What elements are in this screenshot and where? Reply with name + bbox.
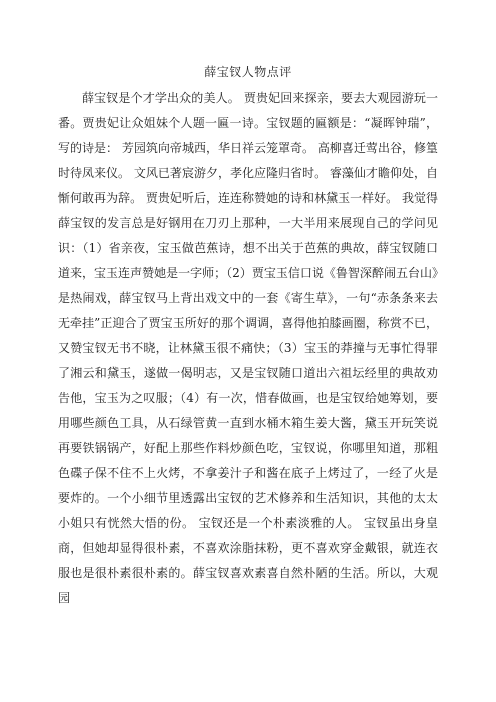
body-paragraph: 薛宝钗是个才学出众的美人。 贾贵妃回来探亲，要去大观园游玩一番。贾贵妃让众姐妹个人题一匾一诗。宝钗题的匾额是：“凝晖钟瑞”，写的诗是： 芳园筑向帝城西，华日祥云笼罩奇。 高柳喜迁莺出谷，修篁时待凤来仪。 文风已著宸游夕，孝化应隆归省时。 睿藻仙才瞻仰处，自惭何敢再为辞。 贾贵妃听后，连连称赞她的诗和林黛玉一样好。 我觉得薛宝钗的发言总是好钢用在刀刃上那种，一大半用来展现自己的学问见识：（1）省亲夜，宝玉做芭蕉诗，想不出关于芭蕉的典故，薛宝钗随口道来，宝玉连声赞她是一字师；（2）贾宝玉信口说《鲁智深醉闹五台山》是热闹戏，薛宝钗马上背出戏文中的一套《寄生草》，一句“赤条条来去无牵挂”正迎合了贾宝玉所好的那个调调，喜得他拍膝画圈，称赏不已，又赞宝钗无书不晓，让林黛玉很不痛快；（3）宝玉的莽撞与无事忙得罪了湘云和黛玉，遂做一偈明志，又是宝钗随口道出六祖坛经里的典故劝告他，宝玉为之叹服；（4）有一次，惜春做画，也是宝钗给她筹划，要用哪些颜色工具，从石绿管黄一直到水桶木箱生姜大酱，黛玉开玩笑说再要铁锅锅产，好配上那些作料炒颜色吃，宝钗说，你哪里知道，那粗色碟子保不住不上火烤，不拿姜汁子和酱在底子上烤过了，一经了火是要炸的。一个小细节里透露出宝钗的艺术修养和生活知识，其他的太太小姐只有恍然大悟的份。 宝钗还是一个朴素淡雅的人。 宝钗虽出身皇商，但她却显得很朴素，不喜欢涂脂抹粉，更不喜欢穿金戴银，就连衣服也是很朴素很朴素的。薛宝钗喜欢素喜自然朴陋的生活。所以，大观园 bbox=[58, 91, 438, 605]
document-title: 薛宝钗人物点评 bbox=[204, 65, 292, 79]
